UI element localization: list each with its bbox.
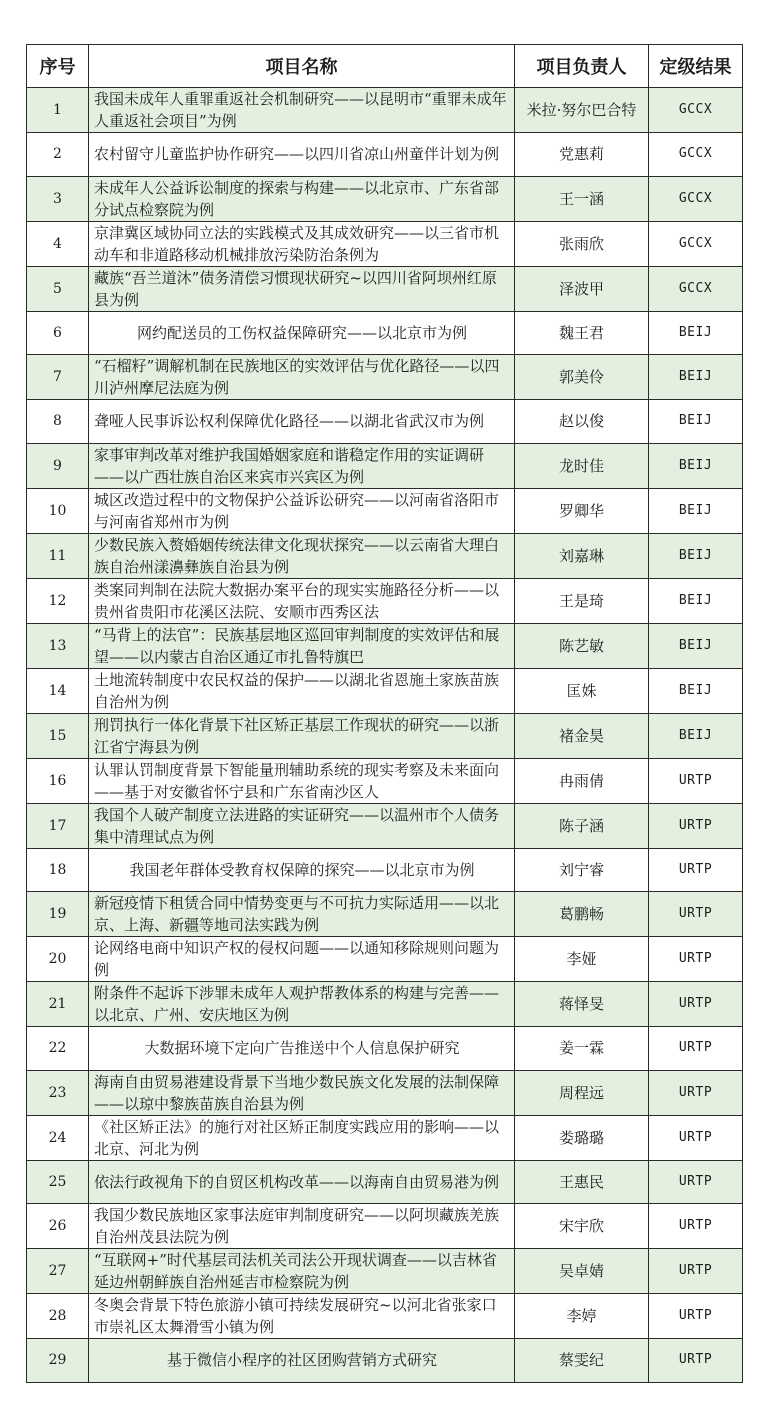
row-number-cell: 3 bbox=[27, 176, 89, 221]
project-owner-cell: 娄璐璐 bbox=[515, 1115, 649, 1160]
grade-result-cell: GCCX bbox=[649, 266, 743, 311]
project-owner-cell: 赵以俊 bbox=[515, 400, 649, 444]
grade-result-cell: URTP bbox=[649, 1204, 743, 1249]
table-row bbox=[27, 1204, 743, 1249]
project-owner-cell: 蔡雯纪 bbox=[515, 1339, 649, 1383]
table-row bbox=[27, 578, 743, 623]
table-row bbox=[27, 803, 743, 848]
project-owner-cell: 刘宁睿 bbox=[515, 848, 649, 892]
row-number-cell: 12 bbox=[27, 578, 89, 623]
project-owner-cell: 吴卓婧 bbox=[515, 1249, 649, 1294]
project-name-cell bbox=[89, 803, 515, 848]
project-owner-cell: 冉雨倩 bbox=[515, 758, 649, 803]
project-name-text: 我国老年群体受教育权保障的探究——以北京市为例 bbox=[129, 860, 475, 879]
grade-result-cell: URTP bbox=[649, 982, 743, 1027]
project-owner-cell: 李婷 bbox=[515, 1294, 649, 1339]
project-name-text: 城区改造过程中的文物保护公益诉讼研究——以河南省洛阳市与河南省郑州市为例 bbox=[94, 490, 500, 531]
project-name-cell bbox=[89, 668, 515, 713]
project-name-text: 少数民族入赘婚姻传统法律文化现状探究——以云南省大理白族自治州漾濞彝族自治县为例 bbox=[94, 535, 500, 576]
project-name-text: 网约配送员的工伤权益保障研究——以北京市为例 bbox=[136, 323, 467, 342]
project-name-cell bbox=[89, 221, 515, 266]
project-owner-cell: 宋宇欣 bbox=[515, 1204, 649, 1249]
row-number-cell: 16 bbox=[27, 758, 89, 803]
row-number-cell: 17 bbox=[27, 803, 89, 848]
row-number-cell: 18 bbox=[27, 848, 89, 892]
row-number-cell: 23 bbox=[27, 1070, 89, 1115]
project-owner-cell: 王一涵 bbox=[515, 176, 649, 221]
project-owner-cell: 蒋怿旻 bbox=[515, 982, 649, 1027]
table-row bbox=[27, 443, 743, 488]
table-row bbox=[27, 713, 743, 758]
row-number-cell: 9 bbox=[27, 443, 89, 488]
table-row bbox=[27, 1070, 743, 1115]
project-owner-cell: 姜一霖 bbox=[515, 1027, 649, 1071]
grade-result-cell: BEIJ bbox=[649, 668, 743, 713]
project-name-text: 论网络电商中知识产权的侵权问题——以通知移除规则问题为例 bbox=[94, 939, 500, 979]
project-name-cell bbox=[89, 1339, 515, 1383]
project-name-cell bbox=[89, 1115, 515, 1160]
project-name-cell bbox=[89, 1027, 515, 1071]
row-number-cell: 20 bbox=[27, 937, 89, 982]
table-row bbox=[27, 1115, 743, 1160]
table-row bbox=[27, 1294, 743, 1339]
project-owner-cell: 米拉·努尔巴合特 bbox=[515, 88, 649, 133]
grade-result-cell: BEIJ bbox=[649, 311, 743, 355]
grade-result-cell: URTP bbox=[649, 937, 743, 982]
project-owner-cell: 党惠莉 bbox=[515, 133, 649, 177]
table-row bbox=[27, 355, 743, 400]
project-name-cell bbox=[89, 1204, 515, 1249]
project-results-table bbox=[26, 44, 743, 1383]
grade-result-cell: GCCX bbox=[649, 133, 743, 177]
project-name-text: 海南自由贸易港建设背景下当地少数民族文化发展的法制保障——以琼中黎族苗族自治县为例 bbox=[94, 1072, 500, 1113]
project-name-cell bbox=[89, 1160, 515, 1204]
grade-result-cell: GCCX bbox=[649, 88, 743, 133]
project-name-text: 土地流转制度中农民权益的保护——以湖北省恩施土家族苗族自治州为例 bbox=[94, 670, 500, 711]
table-body bbox=[27, 88, 743, 1383]
project-name-cell bbox=[89, 1249, 515, 1294]
row-number-cell: 21 bbox=[27, 982, 89, 1027]
project-name-cell bbox=[89, 176, 515, 221]
table-row bbox=[27, 88, 743, 133]
project-name-text: 刑罚执行一体化背景下社区矫正基层工作现状的研究——以浙江省宁海县为例 bbox=[94, 715, 500, 756]
project-name-text: 农村留守儿童监护协作研究——以四川省凉山州童伴计划为例 bbox=[94, 145, 500, 164]
project-name-cell bbox=[89, 400, 515, 444]
grade-result-cell: URTP bbox=[649, 1070, 743, 1115]
project-name-text: “石榴籽”调解机制在民族地区的实效评估与优化路径——以四川泸州摩尼法庭为例 bbox=[94, 357, 500, 397]
project-name-text: “马背上的法官”：民族基层地区巡回审判制度的实效评估和展望——以内蒙古自治区通辽市扎鲁特旗巴 bbox=[94, 625, 500, 666]
project-name-text: 附条件不起诉下涉罪未成年人观护帮教体系的构建与完善——以北京、广州、安庆地区为例 bbox=[94, 984, 500, 1024]
project-name-cell bbox=[89, 88, 515, 133]
project-owner-cell: 罗卿华 bbox=[515, 488, 649, 533]
project-owner-cell: 郭美伶 bbox=[515, 355, 649, 400]
table-row bbox=[27, 400, 743, 444]
project-name-cell bbox=[89, 1070, 515, 1115]
row-number-cell: 14 bbox=[27, 668, 89, 713]
project-name-text: 认罪认罚制度背景下智能量刑辅助系统的现实考察及未来面向——基于对安徽省怀宁县和广东省南沙区人 bbox=[94, 760, 500, 801]
row-number-cell: 24 bbox=[27, 1115, 89, 1160]
row-number-cell: 11 bbox=[27, 533, 89, 578]
project-name-cell bbox=[89, 133, 515, 177]
table-row bbox=[27, 533, 743, 578]
project-name-cell bbox=[89, 758, 515, 803]
project-name-cell bbox=[89, 937, 515, 982]
grade-result-cell: URTP bbox=[649, 1027, 743, 1071]
project-name-text: 基于微信小程序的社区团购营销方式研究 bbox=[166, 1351, 437, 1370]
project-name-cell bbox=[89, 533, 515, 578]
project-owner-cell: 陈艺敏 bbox=[515, 623, 649, 668]
table-row bbox=[27, 892, 743, 937]
grade-result-cell: BEIJ bbox=[649, 443, 743, 488]
project-name-text: 依法行政视角下的自贸区机构改革——以海南自由贸易港为例 bbox=[94, 1172, 500, 1191]
project-name-cell bbox=[89, 623, 515, 668]
row-number-cell: 22 bbox=[27, 1027, 89, 1071]
project-owner-cell: 陈子涵 bbox=[515, 803, 649, 848]
project-owner-cell: 匡姝 bbox=[515, 668, 649, 713]
project-name-text: 《社区矫正法》的施行对社区矫正制度实践应用的影响——以北京、河北为例 bbox=[94, 1117, 500, 1158]
table-row bbox=[27, 758, 743, 803]
table-row bbox=[27, 221, 743, 266]
project-name-cell bbox=[89, 443, 515, 488]
row-number-cell: 13 bbox=[27, 623, 89, 668]
grade-result-cell: URTP bbox=[649, 848, 743, 892]
row-number-cell: 10 bbox=[27, 488, 89, 533]
table-row bbox=[27, 982, 743, 1027]
grade-result-cell: URTP bbox=[649, 892, 743, 937]
project-owner-cell: 魏王君 bbox=[515, 311, 649, 355]
table-row bbox=[27, 937, 743, 982]
project-name-cell bbox=[89, 848, 515, 892]
table-row bbox=[27, 623, 743, 668]
row-number-cell: 4 bbox=[27, 221, 89, 266]
project-name-text: 家事审判改革对维护我国婚姻家庭和谐稳定作用的实证调研——以广西壮族自治区来宾市兴宾区为例 bbox=[94, 445, 485, 486]
row-number-cell: 29 bbox=[27, 1339, 89, 1383]
project-owner-cell: 褚金昊 bbox=[515, 713, 649, 758]
project-name-text: “互联网+”时代基层司法机关司法公开现状调查——以吉林省延边州朝鲜族自治州延吉市检察院为例 bbox=[94, 1251, 497, 1291]
project-owner-cell: 李娅 bbox=[515, 937, 649, 982]
grade-result-cell: URTP bbox=[649, 1160, 743, 1204]
table-row bbox=[27, 668, 743, 713]
table-row bbox=[27, 848, 743, 892]
project-name-text: 藏族“吾兰道沐”债务清偿习惯现状研究~以四川省阿坝州红原县为例 bbox=[94, 268, 497, 309]
grade-result-cell: BEIJ bbox=[649, 578, 743, 623]
header-owner: 项目负责人 bbox=[515, 45, 649, 88]
project-name-cell bbox=[89, 488, 515, 533]
project-owner-cell: 泽波甲 bbox=[515, 266, 649, 311]
header-grade: 定级结果 bbox=[649, 45, 743, 88]
grade-result-cell: URTP bbox=[649, 803, 743, 848]
grade-result-cell: URTP bbox=[649, 1339, 743, 1383]
project-name-text: 未成年人公益诉讼制度的探索与构建——以北京市、广东省部分试点检察院为例 bbox=[94, 178, 500, 219]
row-number-cell: 26 bbox=[27, 1204, 89, 1249]
grade-result-cell: GCCX bbox=[649, 221, 743, 266]
project-name-text: 类案同判制在法院大数据办案平台的现实实施路径分析——以贵州省贵阳市花溪区法院、安顺市西秀区法 bbox=[94, 580, 500, 621]
project-owner-cell: 龙时佳 bbox=[515, 443, 649, 488]
project-name-cell bbox=[89, 266, 515, 311]
row-number-cell: 8 bbox=[27, 400, 89, 444]
results-table-container bbox=[26, 44, 742, 1383]
project-name-text: 大数据环境下定向广告推送中个人信息保护研究 bbox=[144, 1039, 460, 1058]
row-number-cell: 1 bbox=[27, 88, 89, 133]
project-name-text: 我国少数民族地区家事法庭审判制度研究——以阿坝藏族羌族自治州茂县法院为例 bbox=[94, 1206, 500, 1246]
grade-result-cell: URTP bbox=[649, 1115, 743, 1160]
project-name-cell bbox=[89, 982, 515, 1027]
project-owner-cell: 葛鹏畅 bbox=[515, 892, 649, 937]
row-number-cell: 25 bbox=[27, 1160, 89, 1204]
project-owner-cell: 刘嘉琳 bbox=[515, 533, 649, 578]
row-number-cell: 2 bbox=[27, 133, 89, 177]
header-no: 序号 bbox=[27, 45, 89, 88]
grade-result-cell: BEIJ bbox=[649, 623, 743, 668]
project-name-cell bbox=[89, 355, 515, 400]
project-owner-cell: 王惠民 bbox=[515, 1160, 649, 1204]
row-number-cell: 5 bbox=[27, 266, 89, 311]
table-row bbox=[27, 133, 743, 177]
table-row bbox=[27, 1027, 743, 1071]
project-name-text: 我国个人破产制度立法进路的实证研究——以温州市个人债务集中清理试点为例 bbox=[94, 805, 500, 846]
header-name: 项目名称 bbox=[89, 45, 515, 88]
table-row bbox=[27, 176, 743, 221]
table-header-row bbox=[27, 45, 743, 88]
grade-result-cell: URTP bbox=[649, 1294, 743, 1339]
project-name-cell bbox=[89, 578, 515, 623]
row-number-cell: 28 bbox=[27, 1294, 89, 1339]
project-name-cell bbox=[89, 1294, 515, 1339]
table-row bbox=[27, 311, 743, 355]
project-name-cell bbox=[89, 311, 515, 355]
project-name-cell bbox=[89, 892, 515, 937]
grade-result-cell: BEIJ bbox=[649, 533, 743, 578]
row-number-cell: 15 bbox=[27, 713, 89, 758]
project-owner-cell: 王是琦 bbox=[515, 578, 649, 623]
row-number-cell: 27 bbox=[27, 1249, 89, 1294]
grade-result-cell: BEIJ bbox=[649, 400, 743, 444]
row-number-cell: 19 bbox=[27, 892, 89, 937]
table-row bbox=[27, 1160, 743, 1204]
project-name-text: 京津冀区域协同立法的实践模式及其成效研究——以三省市机动车和非道路移动机械排放污染防治条例为 bbox=[94, 223, 500, 264]
row-number-cell: 6 bbox=[27, 311, 89, 355]
table-row bbox=[27, 266, 743, 311]
grade-result-cell: URTP bbox=[649, 1249, 743, 1294]
row-number-cell: 7 bbox=[27, 355, 89, 400]
project-owner-cell: 张雨欣 bbox=[515, 221, 649, 266]
table-row bbox=[27, 488, 743, 533]
project-owner-cell: 周程远 bbox=[515, 1070, 649, 1115]
grade-result-cell: GCCX bbox=[649, 176, 743, 221]
grade-result-cell: BEIJ bbox=[649, 488, 743, 533]
grade-result-cell: BEIJ bbox=[649, 355, 743, 400]
project-name-text: 冬奥会背景下特色旅游小镇可持续发展研究~以河北省张家口市崇礼区太舞滑雪小镇为例 bbox=[94, 1296, 497, 1336]
project-name-text: 新冠疫情下租赁合同中情势变更与不可抗力实际适用——以北京、上海、新疆等地司法实践为例 bbox=[94, 894, 500, 934]
project-name-text: 我国未成年人重罪重返社会机制研究——以昆明市“重罪未成年人重返社会项目”为例 bbox=[94, 90, 507, 130]
project-name-cell bbox=[89, 713, 515, 758]
grade-result-cell: BEIJ bbox=[649, 713, 743, 758]
table-row bbox=[27, 1339, 743, 1383]
grade-result-cell: URTP bbox=[649, 758, 743, 803]
table-row bbox=[27, 1249, 743, 1294]
project-name-text: 聋哑人民事诉讼权利保障优化路径——以湖北省武汉市为例 bbox=[94, 412, 485, 431]
